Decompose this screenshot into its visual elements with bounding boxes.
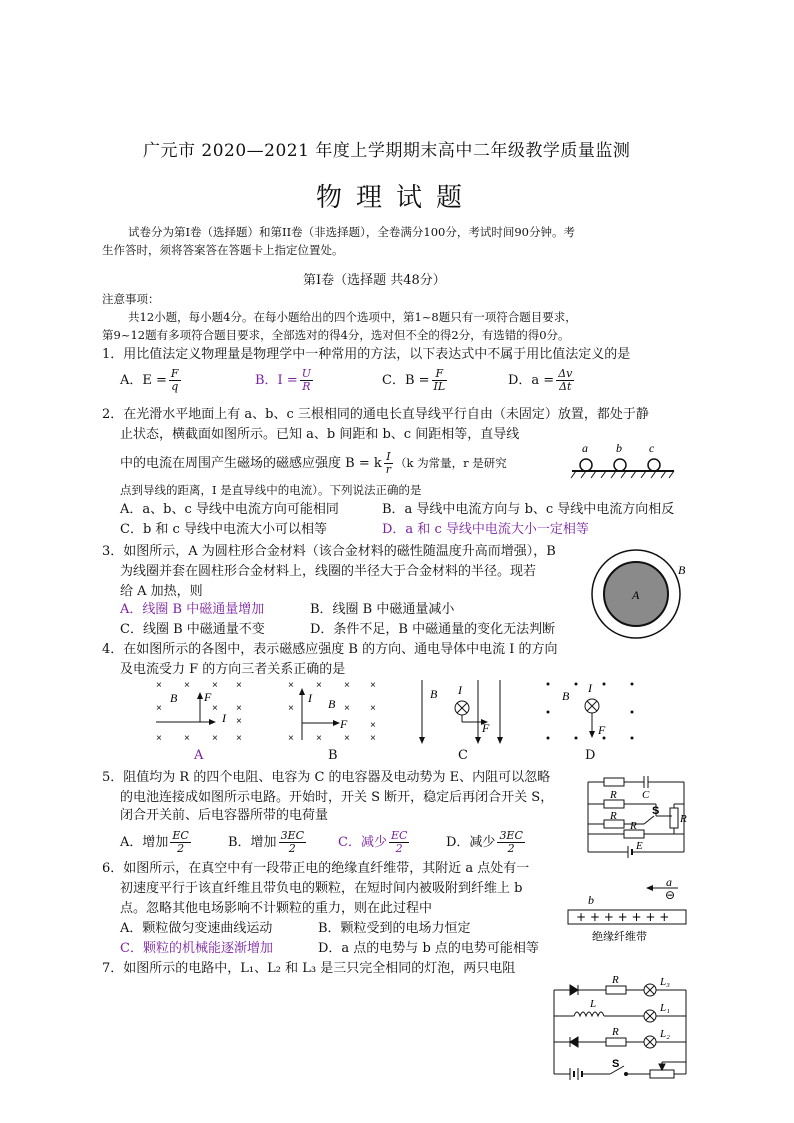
subject-title: 物理试题: [316, 183, 477, 213]
svg-text:×: ×: [236, 703, 242, 714]
q6-line-2: 初速度平行于该直纤维且带负电的颗粒，在短时间内被吸附到纤维上 b: [120, 881, 523, 896]
q7-line-1: 7．如图所示的电路中，L₁、L₂ 和 L₃ 是三只完全相同的灯泡，两只电阻: [102, 961, 516, 976]
q6-option-a: A．颗粒做匀变速曲线运动: [120, 921, 273, 936]
q1-option-d: D．a = $\frac{\Delta v}{\Delta t}$: [508, 367, 573, 393]
svg-text:×: ×: [370, 680, 376, 691]
svg-text:R: R: [610, 789, 617, 801]
q2-option-a: A．a、b、c 导线中电流方向可能相同: [120, 502, 339, 517]
svg-text:×: ×: [156, 703, 162, 714]
svg-text:C: C: [642, 789, 650, 801]
svg-text:L₁: L₁: [660, 1002, 670, 1014]
svg-text:F: F: [482, 721, 490, 735]
svg-text:I: I: [458, 683, 462, 697]
svg-text:B: B: [170, 691, 178, 705]
q4-line-1: 4．在如图所示的各图中，表示磁感应强度 B 的方向、通电导体中电流 I 的方向: [102, 642, 558, 657]
q4-line-2: 及电流受力 F 的方向三者关系正确的是: [120, 662, 346, 677]
notice-line-1: 共12小题，每小题4分。在每小题给出的四个选项中，第1~8题只有一项符合题目要求，: [128, 310, 577, 324]
q1-option-a: A．E = $\frac{F}{q}$: [120, 367, 179, 393]
q2-line-1: 2．在光滑水平地面上有 a、b、c 三根相同的通电长直导线平行自由（未固定）放置，都处于静: [102, 407, 649, 422]
intro-text: 试卷分为第I卷（选择题）和第II卷（非选择题），全卷满分100分，考试时间90分钟。考: [128, 225, 575, 239]
notice-line-2: 第9~12题有多项符合题目要求，全部选对的得4分，选对但不全的得2分，有选错的得0分。: [102, 328, 570, 342]
svg-text:R: R: [612, 974, 619, 986]
svg-text:B: B: [430, 687, 438, 701]
svg-text:×: ×: [236, 716, 242, 727]
svg-text:×: ×: [184, 680, 190, 691]
q6-option-c: C．颗粒的机械能逐渐增加: [120, 941, 273, 956]
svg-text:×: ×: [212, 680, 218, 691]
svg-text:×: ×: [236, 680, 242, 691]
q1-option-c: C．B = $\frac{F}{IL}$: [382, 367, 446, 393]
q3-coil-figure: [590, 548, 690, 644]
q2-line-3: 中的电流在周围产生磁场的磁感应强度 B = k $\frac{I}{r}$ （k 为常量，r 是研究: [120, 450, 507, 476]
q6-option-d: D．a 点的电势与 b 点的电势可能相等: [318, 941, 539, 956]
svg-text:a: a: [666, 875, 672, 889]
q4-diagram-d: [542, 678, 642, 746]
intro-text-2: 生作答时，须将答案答在答题卡上指定位置处。: [102, 243, 344, 257]
svg-text:E: E: [636, 840, 643, 852]
q4-label-d: D: [585, 748, 596, 763]
svg-text:R: R: [630, 820, 637, 832]
q5-option-a: A．增加 $\frac{EC}{2}$: [120, 829, 189, 855]
q6-fiber-figure: [566, 874, 696, 946]
q1-stem: 1．用比值法定义物理量是物理学中一种常用的方法，以下表达式中不属于用比值法定义的是: [102, 347, 631, 362]
q5-line-1: 5．阻值均为 R 的四个电阻、电容为 C 的电容器及电动势为 E、内阻可以忽略: [102, 770, 551, 785]
svg-text:×: ×: [370, 703, 376, 714]
q3-line-3: 给 A 加热，则: [120, 584, 203, 599]
svg-text:R: R: [680, 813, 687, 825]
svg-text:×: ×: [156, 680, 162, 691]
svg-text:×: ×: [236, 733, 242, 744]
svg-text:R: R: [612, 1026, 619, 1038]
q2-wire-c: [648, 459, 660, 471]
svg-text:R: R: [610, 810, 617, 822]
q2-line-4: 点到导线的距离，I 是直导线中的电流）。下列说法正确的是: [120, 483, 422, 497]
q3-line-1: 3．如图所示，A 为圆柱形合金材料（该合金材料的磁性随温度升高而增强），B: [102, 544, 556, 559]
q5-option-b: B．增加 $\frac{3EC}{2}$: [228, 829, 305, 855]
svg-text:×: ×: [344, 733, 350, 744]
q2-option-b: B．a 导线中电流方向与 b、c 导线中电流方向相反: [382, 502, 675, 517]
q5-line-2: 的电池连接成如图所示电路。开始时，开关 S 断开，稳定后再闭合开关 S，: [120, 790, 554, 805]
q2-label-c: c: [649, 441, 655, 455]
svg-text:×: ×: [212, 703, 218, 714]
q4-diagram-b: [286, 678, 386, 746]
svg-text:⊖: ⊖: [665, 888, 676, 902]
svg-text:×: ×: [288, 703, 294, 714]
q5-option-d: D．减少 $\frac{3EC}{2}$: [446, 829, 523, 855]
q5-option-c: C．减少 $\frac{EC}{2}$: [338, 829, 408, 855]
q3-option-b: B．线圈 B 中磁通量减小: [310, 602, 455, 617]
svg-text:L₂: L₂: [660, 1028, 670, 1040]
svg-text:F: F: [340, 717, 348, 731]
q1-option-b: B．I = $\frac{U}{R}$: [255, 367, 311, 393]
svg-text:×: ×: [184, 733, 190, 744]
q4-diagram-a: [152, 678, 252, 746]
q2-option-d: D．a 和 c 导线中电流大小一定相等: [382, 522, 589, 537]
svg-text:I: I: [588, 681, 592, 695]
svg-text:×: ×: [370, 720, 376, 731]
q7-circuit-figure: [550, 972, 690, 1084]
q4-label-b: B: [328, 748, 338, 763]
q5-circuit-figure: [584, 772, 694, 860]
svg-text:×: ×: [344, 703, 350, 714]
svg-text:×: ×: [316, 733, 322, 744]
svg-text:b: b: [588, 893, 594, 907]
svg-text:I: I: [222, 711, 226, 725]
svg-text:×: ×: [156, 733, 162, 744]
svg-text:×: ×: [288, 733, 294, 744]
q2-wires-figure: [568, 440, 678, 480]
svg-text:×: ×: [212, 733, 218, 744]
q3-option-a: A．线圈 B 中磁通量增加: [120, 602, 265, 617]
svg-text:L₃: L₃: [660, 976, 670, 988]
q4-label-a: A: [194, 748, 204, 763]
svg-text:L: L: [590, 998, 597, 1010]
q6-line-3: 点。忽略其他电场影响不计颗粒的重力，则在此过程中: [120, 901, 433, 916]
q2-label-a: a: [582, 441, 588, 455]
svg-text:×: ×: [370, 733, 376, 744]
q2-line-2: 止状态，横截面如图所示。已知 a、b 间距和 b、c 间距相等，直导线: [120, 427, 520, 442]
section-heading: 第I卷（选择题 共48分）: [303, 273, 446, 288]
svg-text:I: I: [308, 691, 312, 705]
q2-label-b: b: [616, 441, 622, 455]
q3-line-2: 为线圈并套在圆柱形合金材料上，线圈的半径大于合金材料的半径。现若: [120, 564, 537, 579]
svg-text:S: S: [652, 805, 660, 817]
svg-text:B: B: [678, 563, 686, 577]
q3-option-d: D．条件不足，B 中磁通量的变化无法判断: [310, 622, 556, 637]
svg-text:×: ×: [288, 680, 294, 691]
svg-text:A: A: [632, 588, 640, 602]
svg-text:+ + + + + + +: + + + + + + +: [576, 910, 670, 924]
svg-text:F: F: [598, 723, 606, 737]
q4-label-c: C: [458, 748, 468, 763]
q6-line-1: 6．如图所示，在真空中有一段带正电的绝缘直纤维带，其附近 a 点处有一: [102, 861, 530, 876]
q3-option-c: C．线圈 B 中磁通量不变: [120, 622, 265, 637]
notice-label: 注意事项：: [102, 292, 160, 306]
q5-line-3: 闭合开关前、后电容器所带的电荷量: [120, 808, 329, 823]
q2-wire-a: [580, 459, 592, 471]
svg-text:B: B: [562, 689, 570, 703]
q2-option-c: C．b 和 c 导线中电流大小可以相等: [120, 522, 327, 537]
svg-text:绝缘纤维带: 绝缘纤维带: [592, 930, 647, 943]
svg-text:×: ×: [344, 680, 350, 691]
svg-text:×: ×: [316, 680, 322, 691]
q2-wire-b: [614, 459, 626, 471]
svg-text:F: F: [204, 690, 212, 704]
q6-option-b: B．颗粒受到的电场力恒定: [318, 921, 471, 936]
svg-text:S: S: [612, 1058, 620, 1070]
svg-text:B: B: [328, 697, 336, 711]
q4-diagram-c: [412, 678, 512, 746]
exam-title-line: 广元市 2020—2021 年度上学期期末高中二年级教学质量监测: [143, 141, 631, 161]
